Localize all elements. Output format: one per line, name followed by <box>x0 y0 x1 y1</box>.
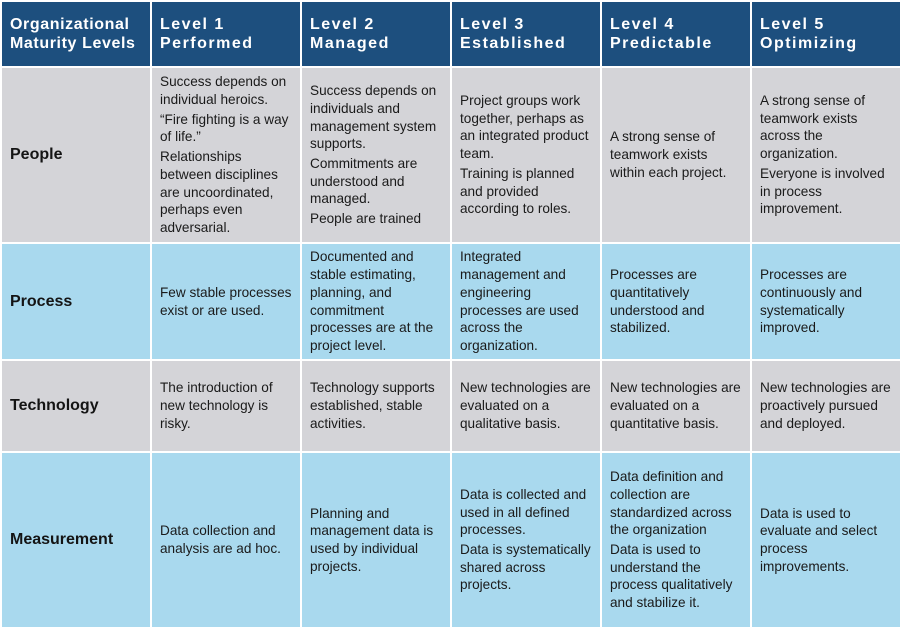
cell-paragraph: Commitments are understood and managed. <box>310 156 418 207</box>
cell-paragraph: Processes are continuously and systematically improved. <box>760 267 863 336</box>
cell-paragraph: Everyone is involved in process improvement. <box>760 165 885 217</box>
cell-paragraph: Training is planned and provided according to roles. <box>460 165 575 217</box>
cell-process-level-5 <box>751 243 900 360</box>
corner-header <box>1 1 151 67</box>
cell-measurement-level-2 <box>301 452 451 628</box>
cell-paragraph: Project groups work together, perhaps as an integrated product team. <box>460 93 589 162</box>
level-name: Performed <box>160 35 254 52</box>
level-3-header <box>451 1 601 67</box>
corner-header-line: Organizational <box>10 16 130 33</box>
level-1-header <box>151 1 301 67</box>
cell-paragraph: Data is used to evaluate and select process improvements. <box>760 505 878 574</box>
row-label-technology: Technology <box>1 360 151 452</box>
cell-paragraph: Data is used to understand the process qualitatively and stabilize it. <box>610 542 733 611</box>
row-people <box>1 67 900 243</box>
row-process <box>1 243 900 360</box>
level-number: Level 3 <box>460 16 525 33</box>
cell-process-level-3 <box>451 243 601 360</box>
cell-paragraph: Data collection and analysis are ad hoc. <box>160 523 281 556</box>
cell-paragraph: A strong sense of teamwork exists across the organization. <box>760 93 866 162</box>
cell-paragraph: A strong sense of teamwork exists within each project. <box>610 129 727 180</box>
corner-header-line: Maturity Levels <box>10 35 136 52</box>
level-number: Level 5 <box>760 16 825 33</box>
level-name: Predictable <box>610 35 713 52</box>
cell-technology-level-3 <box>451 360 601 452</box>
cell-paragraph: Success depends on individual heroics. <box>160 74 287 108</box>
row-label-process: Process <box>1 243 151 360</box>
cell-measurement-level-4 <box>601 452 751 628</box>
cell-people-level-3 <box>451 67 601 243</box>
cell-paragraph: New technologies are evaluated on a quantitative basis. <box>610 380 741 431</box>
level-name: Optimizing <box>760 35 858 52</box>
cell-technology-level-4 <box>601 360 751 452</box>
cell-paragraph: The introduction of new technology is risky. <box>160 380 273 431</box>
level-name: Managed <box>310 35 390 52</box>
level-2-header <box>301 1 451 67</box>
cell-paragraph: New technologies are evaluated on a qualitative basis. <box>460 380 591 431</box>
level-number: Level 1 <box>160 16 225 33</box>
cell-measurement-level-5 <box>751 452 900 628</box>
header-row <box>1 1 900 67</box>
level-5-header <box>751 1 900 67</box>
cell-paragraph: Data is collected and used in all defined processes. <box>460 486 587 538</box>
level-4-header <box>601 1 751 67</box>
cell-paragraph: “Fire fighting is a way of life.” <box>160 111 289 145</box>
cell-process-level-1 <box>151 243 301 360</box>
cell-people-level-5 <box>751 67 900 243</box>
cell-technology-level-5 <box>751 360 900 452</box>
cell-paragraph: Technology supports established, stable activities. <box>310 380 435 431</box>
cell-process-level-4 <box>601 243 751 360</box>
cell-paragraph: Integrated management and engineering processes are used across the organization. <box>460 249 579 353</box>
cell-technology-level-2 <box>301 360 451 452</box>
level-name: Established <box>460 35 567 52</box>
row-measurement <box>1 452 900 628</box>
row-technology <box>1 360 900 452</box>
row-label-measurement: Measurement <box>1 452 151 628</box>
cell-people-level-2 <box>301 67 451 243</box>
cell-people-level-1 <box>151 67 301 243</box>
cell-paragraph: Processes are quantitatively understood and stabilized. <box>610 267 705 336</box>
cell-paragraph: Data definition and collection are standardized across the organization <box>610 469 732 538</box>
row-label-people: People <box>1 67 151 243</box>
level-number: Level 2 <box>310 16 375 33</box>
cell-people-level-4 <box>601 67 751 243</box>
cell-paragraph: New technologies are proactively pursued and deployed. <box>760 380 891 431</box>
level-number: Level 4 <box>610 16 675 33</box>
cell-paragraph: Few stable processes exist or are used. <box>160 284 292 318</box>
cell-paragraph: Relationships between disciplines are uncoordinated, perhaps even adversarial. <box>160 149 278 235</box>
cell-paragraph: Planning and management data is used by individual projects. <box>310 505 434 574</box>
cell-measurement-level-3 <box>451 452 601 628</box>
cell-paragraph: Documented and stable estimating, planning, and commitment processes are at the project level. <box>310 249 434 353</box>
cell-paragraph: Data is systematically shared across projects. <box>460 542 591 593</box>
cell-process-level-2 <box>301 243 451 360</box>
cell-paragraph: People are trained <box>310 211 422 227</box>
cell-paragraph: Success depends on individuals and management system supports. <box>310 83 437 152</box>
cell-technology-level-1 <box>151 360 301 452</box>
cell-measurement-level-1 <box>151 452 301 628</box>
